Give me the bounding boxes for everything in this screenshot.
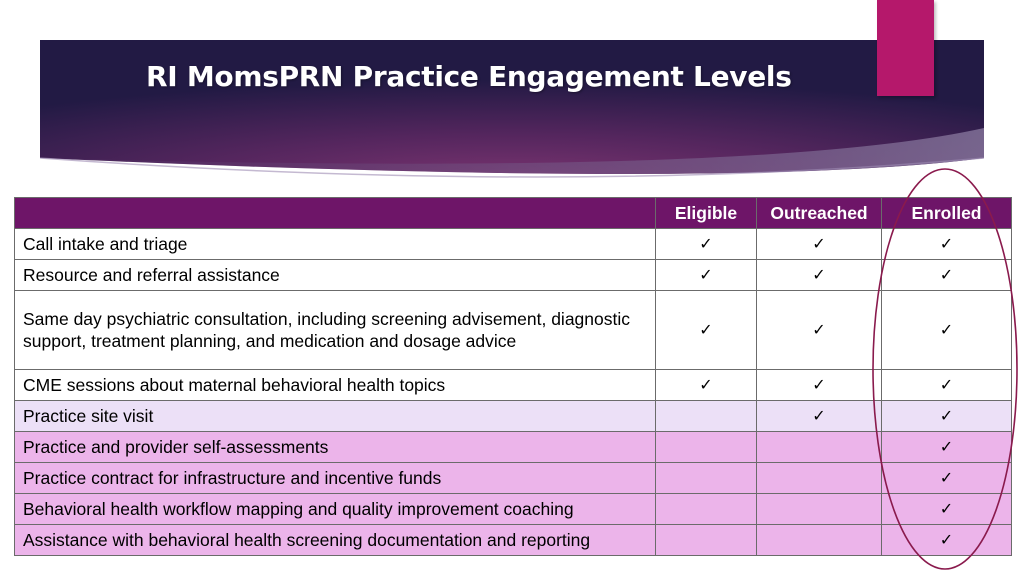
enrolled-check-icon: ✓ — [882, 401, 1012, 432]
service-label: Practice site visit — [15, 401, 656, 432]
eligible-check-icon: ✓ — [656, 370, 757, 401]
outreached-check-icon: ✓ — [757, 370, 882, 401]
column-header-service — [15, 198, 656, 229]
outreached-check-icon — [757, 494, 882, 525]
service-label: Practice contract for infrastructure and incentive funds — [15, 463, 656, 494]
service-label: Call intake and triage — [15, 229, 656, 260]
table-row — [15, 494, 1012, 525]
column-header-outreached: Outreached — [757, 198, 882, 229]
enrolled-check-icon: ✓ — [882, 432, 1012, 463]
enrolled-check-icon: ✓ — [882, 229, 1012, 260]
outreached-check-icon — [757, 432, 882, 463]
service-label: Practice and provider self-assessments — [15, 432, 656, 463]
column-header-enrolled: Enrolled — [882, 198, 1012, 229]
accent-tab — [877, 0, 934, 96]
outreached-check-icon: ✓ — [757, 291, 882, 370]
table-row — [15, 229, 1012, 260]
enrolled-check-icon: ✓ — [882, 494, 1012, 525]
eligible-check-icon — [656, 525, 757, 556]
table-row — [15, 525, 1012, 556]
table-row — [15, 370, 1012, 401]
service-label: Assistance with behavioral health screening documentation and reporting — [15, 525, 656, 556]
table-row — [15, 401, 1012, 432]
outreached-check-icon: ✓ — [757, 229, 882, 260]
eligible-check-icon — [656, 401, 757, 432]
table-row — [15, 260, 1012, 291]
eligible-check-icon — [656, 463, 757, 494]
eligible-check-icon: ✓ — [656, 229, 757, 260]
table-row — [15, 463, 1012, 494]
service-label: Same day psychiatric consultation, including screening advisement, diagnostic support, treatment planning, and medication and dosage advice — [15, 291, 656, 370]
service-label: Resource and referral assistance — [15, 260, 656, 291]
page-title: RI MomsPRN Practice Engagement Levels — [146, 60, 792, 93]
service-label: CME sessions about maternal behavioral health topics — [15, 370, 656, 401]
service-label: Behavioral health workflow mapping and quality improvement coaching — [15, 494, 656, 525]
outreached-check-icon: ✓ — [757, 260, 882, 291]
outreached-check-icon — [757, 463, 882, 494]
enrolled-check-icon: ✓ — [882, 370, 1012, 401]
table-row — [15, 291, 1012, 370]
outreached-check-icon: ✓ — [757, 401, 882, 432]
engagement-table — [14, 197, 1012, 556]
eligible-check-icon — [656, 432, 757, 463]
column-header-eligible: Eligible — [656, 198, 757, 229]
enrolled-check-icon: ✓ — [882, 291, 1012, 370]
outreached-check-icon — [757, 525, 882, 556]
enrolled-check-icon: ✓ — [882, 525, 1012, 556]
table-row — [15, 432, 1012, 463]
enrolled-check-icon: ✓ — [882, 260, 1012, 291]
eligible-check-icon: ✓ — [656, 291, 757, 370]
eligible-check-icon: ✓ — [656, 260, 757, 291]
eligible-check-icon — [656, 494, 757, 525]
table-header-row — [15, 198, 1012, 229]
enrolled-check-icon: ✓ — [882, 463, 1012, 494]
